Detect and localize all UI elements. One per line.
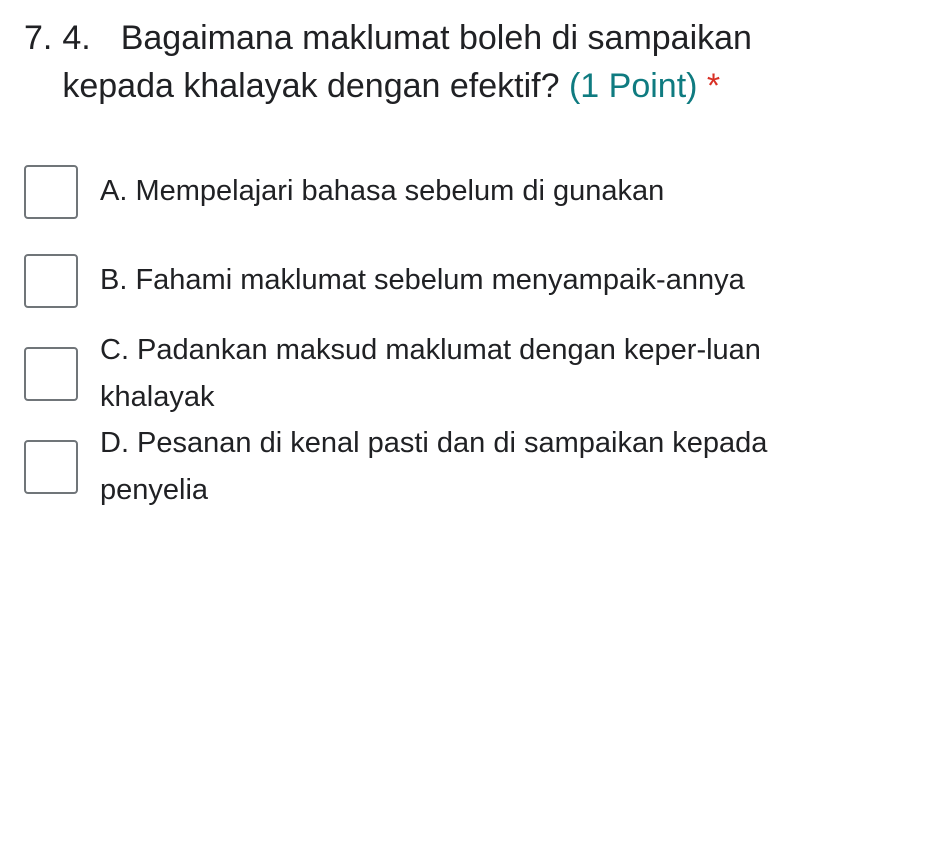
option-row-a[interactable]	[24, 149, 909, 235]
question-heading	[24, 14, 909, 111]
question-block	[0, 0, 933, 111]
question-point-label: (1 Point)	[568, 67, 698, 106]
option-row-b[interactable]	[24, 235, 909, 327]
option-label-a[interactable]: A. Mempelajari bahasa sebelum di gunakan	[100, 175, 665, 208]
option-row-d[interactable]	[24, 420, 909, 514]
question-inner-number: 4.	[62, 19, 91, 57]
option-row-c[interactable]	[24, 327, 909, 421]
checkbox-option-d[interactable]	[24, 440, 78, 494]
option-label-d[interactable]: D. Pesanan di kenal pasti dan di sampaikan kepada penyelia	[100, 427, 768, 507]
question-text	[62, 14, 762, 111]
question-outer-number: 7.	[24, 19, 53, 57]
checkbox-option-a[interactable]	[24, 165, 78, 219]
question-body-text: Bagaimana maklumat boleh di sampaikan kepada khalayak dengan efektif?	[62, 19, 752, 106]
bottom-spacer	[24, 514, 909, 554]
options-list	[0, 149, 933, 555]
required-asterisk: *	[706, 67, 721, 106]
option-label-c[interactable]: C. Padankan maksud maklumat dengan keper-luan khalayak	[100, 333, 761, 413]
checkbox-option-c[interactable]	[24, 347, 78, 401]
option-label-b[interactable]: B. Fahami maklumat sebelum menyampaik-annya	[100, 264, 745, 297]
checkbox-option-b[interactable]	[24, 254, 78, 308]
